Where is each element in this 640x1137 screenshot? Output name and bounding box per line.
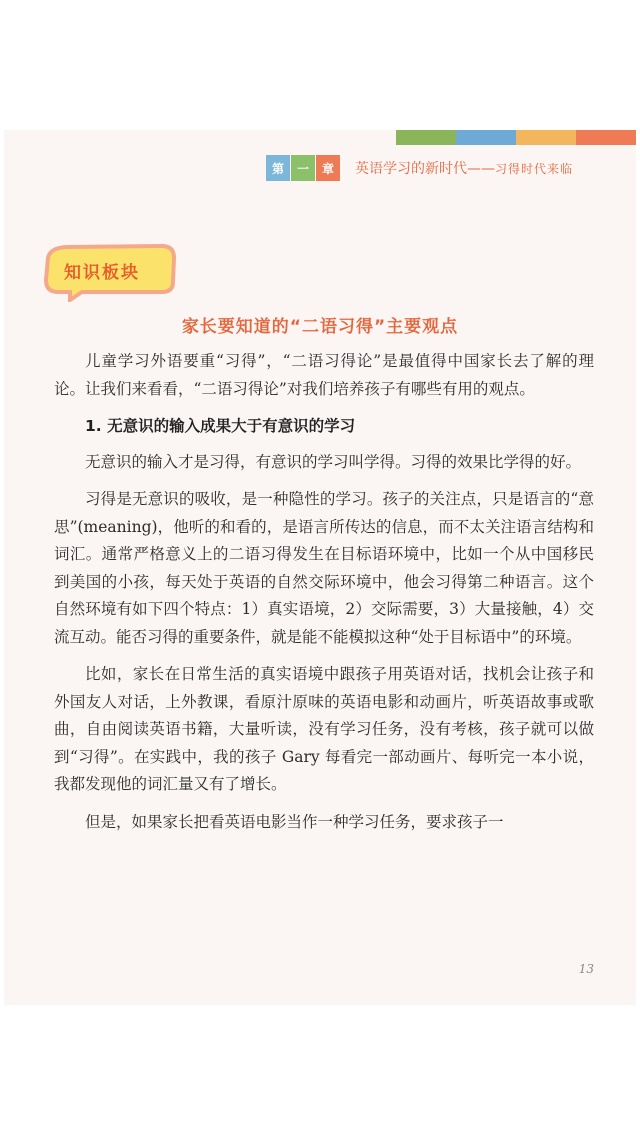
body-text [54, 348, 594, 836]
page-number: 13 [578, 962, 594, 976]
chapter-header [266, 154, 573, 182]
color-strip [396, 130, 636, 145]
chapter-title-main: 英语学习的新时代—— [355, 161, 495, 177]
section-title: 家长要知道的“二语习得”主要观点 [181, 317, 459, 337]
chapter-subtitle: 习得时代来临 [495, 162, 574, 176]
badge-label: 知识板块 [64, 263, 140, 283]
chapter-suffix-box: 章 [316, 155, 340, 181]
book-page [4, 130, 636, 1005]
strip-blue [456, 130, 516, 145]
chapter-title [355, 158, 573, 178]
knowledge-badge [40, 244, 178, 302]
intro-paragraph: 儿童学习外语要重“习得”，“二语习得论”是最值得中国家长去了解的理论。让我们来看看，“二语习得论”对我们培养孩子有哪些有用的观点。 [54, 352, 594, 398]
paragraph-3: 比如，家长在日常生活的真实语境中跟孩子用英语对话，找机会让孩子和外国友人对话，上外教课，看原汁原味的英语电影和动画片，听英语故事或歌曲，自由阅读英语书籍，大量听读，没有学习任务，没有考核，孩子就可以做到“习得”。在实践中，我的孩子 Gary 每看完一部动画片、每听完一本小说，我都发现他的词汇量又有了增长。 [54, 665, 594, 793]
paragraph-4: 但是，如果家长把看英语电影当作一种学习任务，要求孩子一 [85, 812, 504, 831]
strip-yellow [516, 130, 576, 145]
paragraph-1: 无意识的输入才是习得，有意识的学习叫学得。习得的效果比学得的好。 [85, 452, 582, 471]
paragraph-2: 习得是无意识的吸收，是一种隐性的学习。孩子的关注点，只是语言的“意思”(meaning)，他听的和看的，是语言所传达的信息，而不太关注语言结构和词汇。通常严格意义上的二语习得发生在目标语环境中，比如一个从中国移民到美国的小孩，每天处于英语的自然交际环境中，他会习得第二种语言。这个自然环境有如下四个特点：1）真实语境，2）交际需要，3）大量接触，4）交流互动。能否习得的重要条件，就是能不能模拟这种“处于目标语中”的环境。 [54, 490, 594, 646]
chapter-prefix-box: 第 [266, 155, 290, 181]
strip-green [396, 130, 456, 145]
heading-1: 1. 无意识的输入成果大于有意识的学习 [85, 417, 356, 435]
strip-orange [576, 130, 636, 145]
chapter-number-box: 一 [291, 155, 315, 181]
